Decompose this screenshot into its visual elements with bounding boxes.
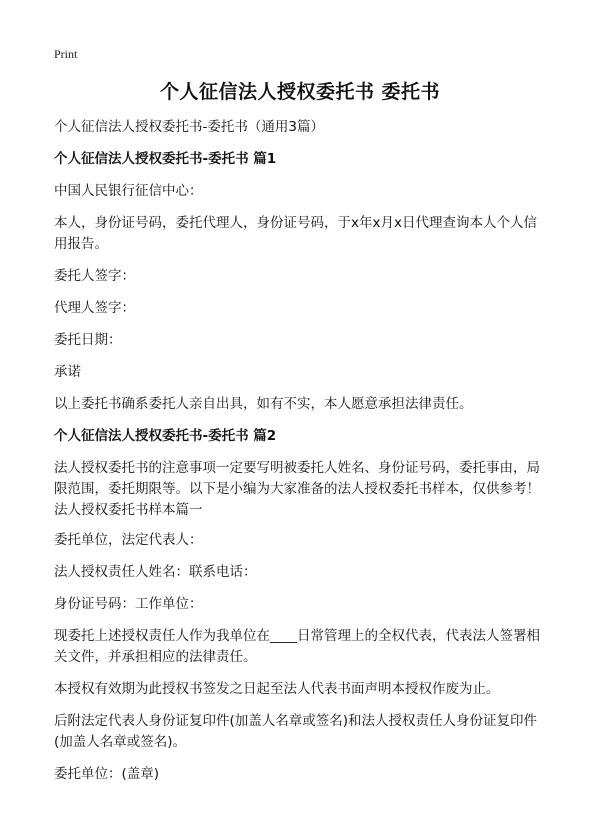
- paragraph-pledge: 以上委托书确系委托人亲自出具，如有不实，本人愿意承担法律责任。: [54, 396, 473, 412]
- paragraph-attachments: 后附法定代表人身份证复印件(加盖人名章或签名)和法人授权责任人身份证复印件(加盖人名章或签名)。: [54, 713, 538, 750]
- paragraph-unit-rep: 委托单位，法定代表人：: [54, 532, 203, 548]
- paragraph-seal: 委托单位：(盖章): [54, 766, 160, 782]
- paragraph-notes: 法人授权委托书的注意事项一定要写明被委托人姓名、身份证号码，委托事由，局限范围，委托期限等。以下是小编为大家准备的法人授权委托书样本，仅供参考！法人授权委托书样本篇一: [54, 460, 540, 518]
- document-body: [54, 117, 550, 796]
- paragraph-addressee: 中国人民银行征信中心：: [54, 183, 203, 199]
- paragraph-authorization: 本人，身份证号码，委托代理人，身份证号码，于x年x月x日代理查询本人个人信用报告。: [54, 215, 537, 252]
- paragraph-delegation: 现委托上述授权责任人作为我单位在____日常管理上的全权代表，代表法人签署相关文件，并承担相应的法律责任。: [54, 628, 540, 665]
- section-heading-2: 个人征信法人授权委托书-委托书 篇2: [54, 428, 277, 444]
- paragraph-pledge-title: 承诺: [54, 364, 81, 380]
- paragraph-validity: 本授权有效期为此授权书签发之日起至法人代表书面声明本授权作废为止。: [54, 681, 500, 697]
- section-heading-1: 个人征信法人授权委托书-委托书 篇1: [54, 151, 277, 167]
- print-label: Print: [54, 47, 78, 61]
- doc-subtitle: 个人征信法人授权委托书-委托书（通用3篇）: [54, 119, 324, 135]
- paragraph-date: 委托日期：: [54, 332, 122, 348]
- paragraph-agent-signature: 代理人签字：: [54, 300, 135, 316]
- document-title: 个人征信法人授权委托书 委托书: [159, 81, 441, 103]
- paragraph-responsible: 法人授权责任人姓名：联系电话：: [54, 564, 257, 580]
- paragraph-principal-signature: 委托人签字：: [54, 268, 135, 284]
- paragraph-id-workplace: 身份证号码：工作单位：: [54, 596, 203, 612]
